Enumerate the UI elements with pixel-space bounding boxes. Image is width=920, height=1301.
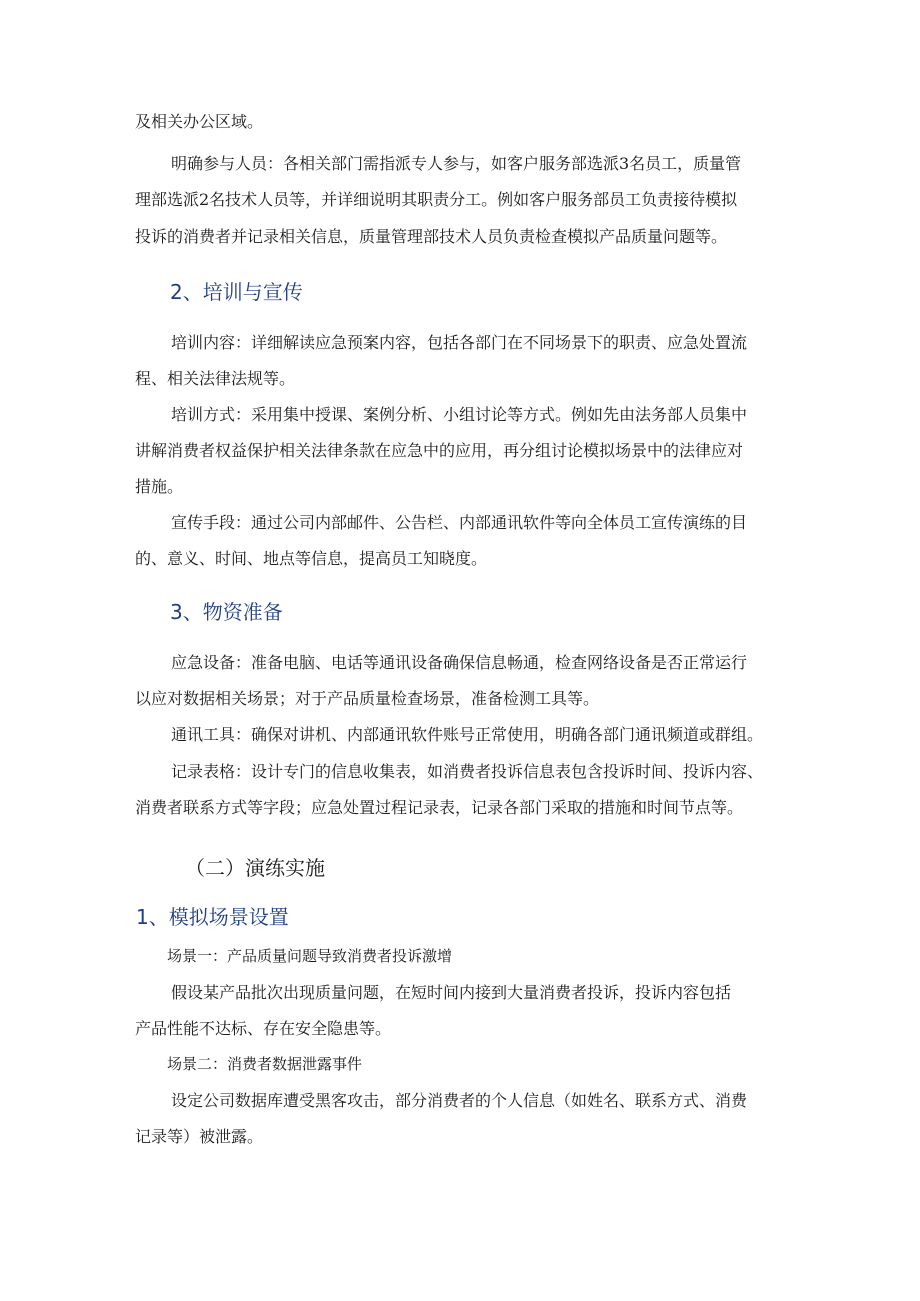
scene1-text-line: 产品性能不达标、存在安全隐患等。 xyxy=(135,1019,392,1038)
participants-paragraph-line: 明确参与人员：各相关部门需指派专人参与，如客户服务部选派3名员工，质量管 xyxy=(171,154,742,173)
participants-paragraph-line: 理部选派2名技术人员等，并详细说明其职责分工。例如客户服务部员工负责接待模拟 xyxy=(135,190,738,209)
training-content-line: 程、相关法律法规等。 xyxy=(135,369,296,388)
scene2-text-line: 设定公司数据库遭受黑客攻击，部分消费者的个人信息（如姓名、联系方式、消费 xyxy=(171,1091,748,1110)
training-method-line: 措施。 xyxy=(135,477,184,496)
section-heading-training: 2、培训与宣传 xyxy=(170,280,303,304)
training-content-line: 培训内容：详细解读应急预案内容，包括各部门在不同场景下的职责、应急处置流 xyxy=(171,333,748,352)
equipment-line: 应急设备：准备电脑、电话等通讯设备确保信息畅通，检查网络设备是否正常运行 xyxy=(171,653,748,672)
scene1-title: 场景一：产品质量问题导致消费者投诉激增 xyxy=(167,947,453,965)
training-method-line: 讲解消费者权益保护相关法律条款在应急中的应用，再分组讨论模拟场景中的法律应对 xyxy=(135,441,744,460)
publicity-line: 宣传手段：通过公司内部邮件、公告栏、内部通讯软件等向全体员工宣传演练的目 xyxy=(171,513,748,532)
section-heading-scenario: 1、模拟场景设置 xyxy=(136,905,289,929)
equipment-line: 以应对数据相关场景；对于产品质量检查场景，准备检测工具等。 xyxy=(135,689,600,708)
publicity-line: 的、意义、时间、地点等信息，提高员工知晓度。 xyxy=(135,549,488,568)
section-heading-materials: 3、物资准备 xyxy=(170,600,283,624)
record-forms-line: 记录表格：设计专门的信息收集表，如消费者投诉信息表包含投诉时间、投诉内容、 xyxy=(171,762,764,781)
scene2-text-line: 记录等）被泄露。 xyxy=(135,1127,264,1146)
training-method-line: 培训方式：采用集中授课、案例分析、小组讨论等方式。例如先由法务部人员集中 xyxy=(171,405,748,424)
comm-tools-line: 通讯工具：确保对讲机、内部通讯软件账号正常使用，明确各部门通讯频道或群组。 xyxy=(171,725,764,744)
body-text-line: 及相关办公区域。 xyxy=(135,112,264,131)
record-forms-line: 消费者联系方式等字段；应急处置过程记录表，记录各部门采取的措施和时间节点等。 xyxy=(135,798,744,817)
scene1-text-line: 假设某产品批次出现质量问题，在短时间内接到大量消费者投诉，投诉内容包括 xyxy=(171,983,732,1002)
participants-paragraph-line: 投诉的消费者并记录相关信息，质量管理部技术人员负责检查模拟产品质量问题等。 xyxy=(135,227,728,246)
part-title-drill-implementation: （二）演练实施 xyxy=(185,856,325,880)
scene2-title: 场景二：消费者数据泄露事件 xyxy=(167,1055,363,1073)
